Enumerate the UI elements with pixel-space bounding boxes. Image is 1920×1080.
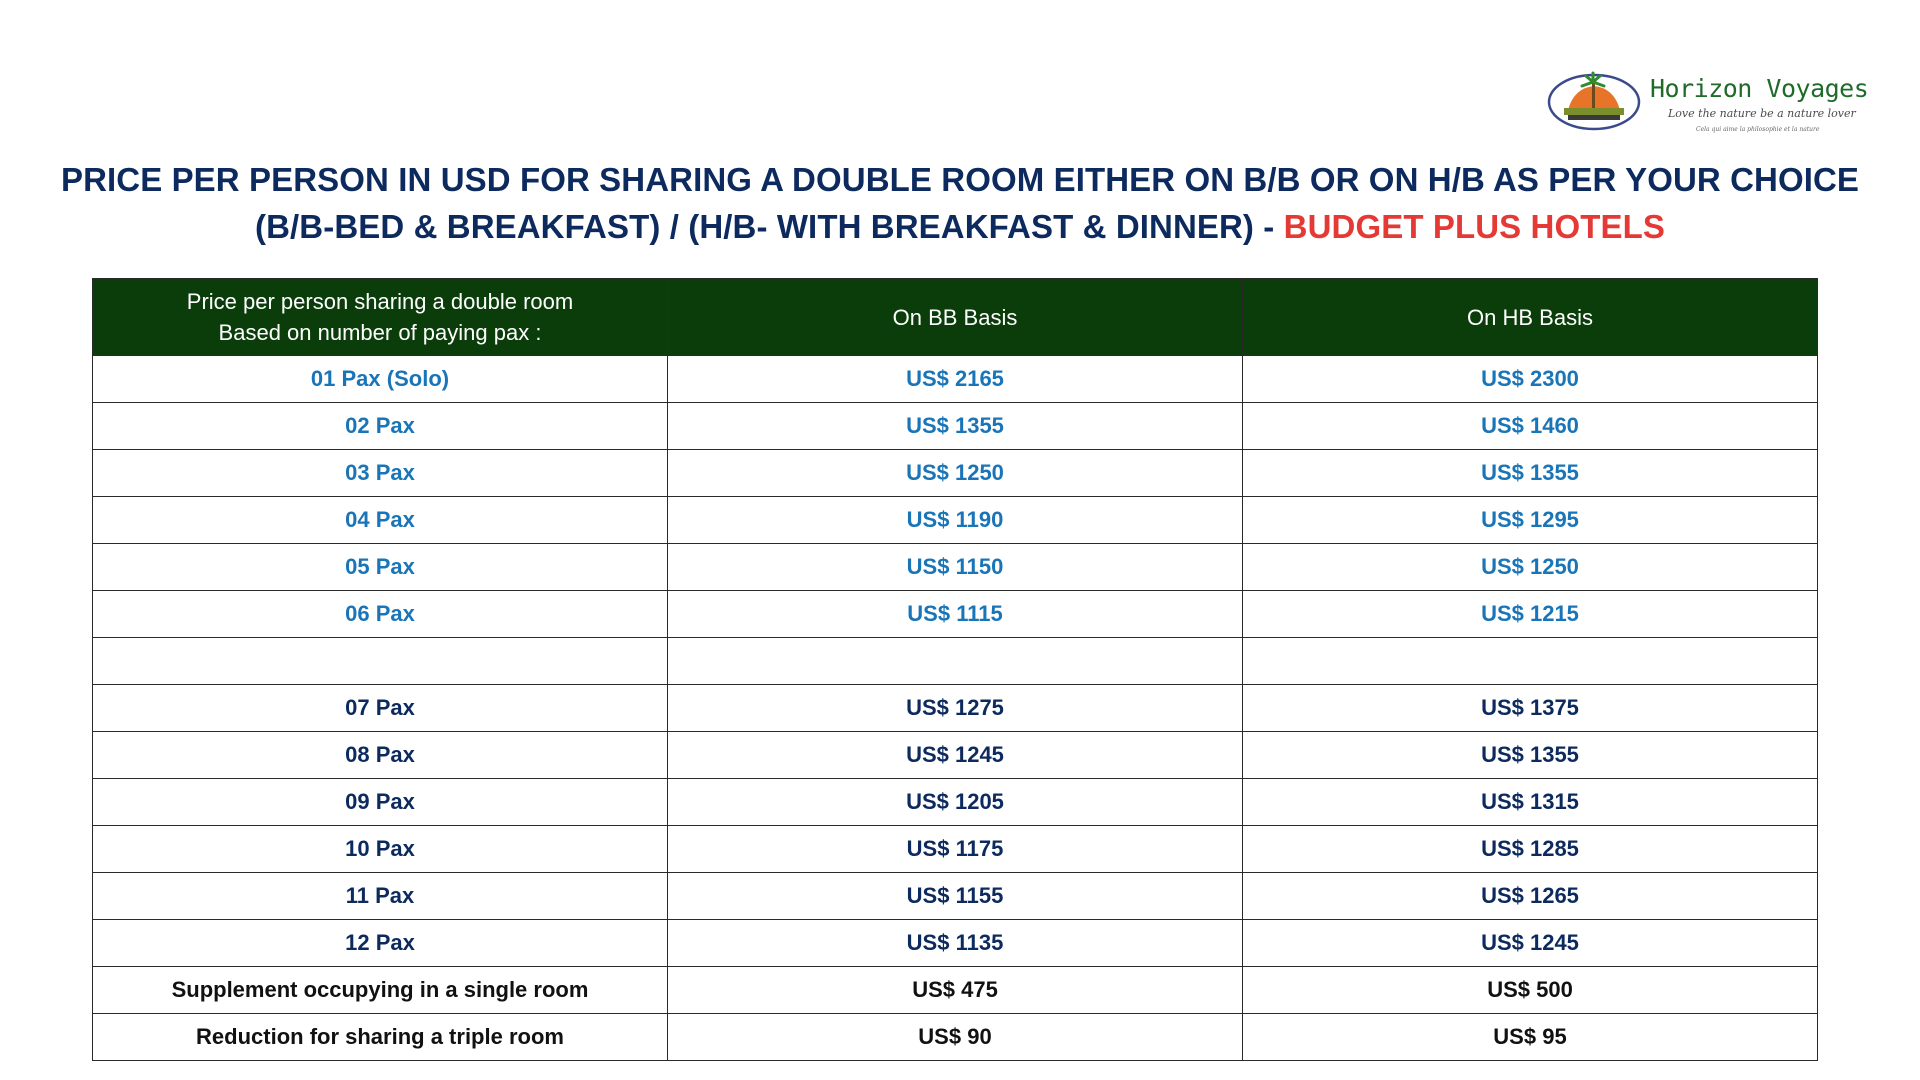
title-line-2-main: (B/B-BED & BREAKFAST) / (H/B- WITH BREAKFAST & DINNER) - bbox=[255, 208, 1284, 245]
price-table bbox=[92, 278, 1818, 1061]
table-row bbox=[93, 920, 1818, 967]
pax-cell: 07 Pax bbox=[93, 685, 668, 732]
header-bb: On BB Basis bbox=[668, 279, 1243, 356]
hb-price-cell: US$ 1355 bbox=[1243, 450, 1818, 497]
pax-cell: 06 Pax bbox=[93, 591, 668, 638]
table-row bbox=[93, 544, 1818, 591]
bb-price-cell: US$ 1275 bbox=[668, 685, 1243, 732]
table-row bbox=[93, 685, 1818, 732]
bb-price-cell: US$ 1150 bbox=[668, 544, 1243, 591]
table-row bbox=[93, 732, 1818, 779]
table-row bbox=[93, 356, 1818, 403]
hb-price-cell: US$ 1355 bbox=[1243, 732, 1818, 779]
hb-price-cell: US$ 500 bbox=[1243, 967, 1818, 1014]
hb-price-cell: US$ 1215 bbox=[1243, 591, 1818, 638]
pax-cell: 11 Pax bbox=[93, 873, 668, 920]
hb-price-cell: US$ 1250 bbox=[1243, 544, 1818, 591]
hb-price-cell: US$ 1245 bbox=[1243, 920, 1818, 967]
table-row bbox=[93, 873, 1818, 920]
extra-label-cell: Supplement occupying in a single room bbox=[93, 967, 668, 1014]
hb-price-cell: US$ 2300 bbox=[1243, 356, 1818, 403]
pax-cell: 08 Pax bbox=[93, 732, 668, 779]
header-hb: On HB Basis bbox=[1243, 279, 1818, 356]
hb-price-cell: US$ 1375 bbox=[1243, 685, 1818, 732]
hb-price-cell: US$ 95 bbox=[1243, 1014, 1818, 1061]
page-title bbox=[0, 156, 1920, 250]
header-pax-line-2: Based on number of paying pax : bbox=[218, 320, 542, 345]
brand-subline: Cela qui aime la philosophie et la nature bbox=[1696, 126, 1820, 133]
brand-tagline: Love the nature be a nature lover bbox=[1668, 107, 1856, 120]
hb-price-cell: US$ 1265 bbox=[1243, 873, 1818, 920]
hb-price-cell: US$ 1285 bbox=[1243, 826, 1818, 873]
palm-sunset-logo-icon bbox=[1546, 64, 1650, 134]
empty-cell bbox=[93, 638, 668, 685]
pax-cell: 05 Pax bbox=[93, 544, 668, 591]
table-spacer-row bbox=[93, 638, 1818, 685]
pax-cell: 10 Pax bbox=[93, 826, 668, 873]
title-line-2 bbox=[0, 203, 1920, 250]
pax-cell: 03 Pax bbox=[93, 450, 668, 497]
pax-cell: 02 Pax bbox=[93, 403, 668, 450]
pax-cell: 12 Pax bbox=[93, 920, 668, 967]
hb-price-cell: US$ 1460 bbox=[1243, 403, 1818, 450]
pax-cell: 09 Pax bbox=[93, 779, 668, 826]
title-line-1: PRICE PER PERSON IN USD FOR SHARING A DOUBLE ROOM EITHER ON B/B OR ON H/B AS PER YOUR CHOICE bbox=[60, 161, 1860, 198]
bb-price-cell: US$ 1245 bbox=[668, 732, 1243, 779]
header-pax bbox=[93, 279, 668, 356]
pax-cell: 04 Pax bbox=[93, 497, 668, 544]
table-row bbox=[93, 450, 1818, 497]
bb-price-cell: US$ 475 bbox=[668, 967, 1243, 1014]
bb-price-cell: US$ 1205 bbox=[668, 779, 1243, 826]
header-pax-line-1: Price per person sharing a double room bbox=[186, 289, 574, 314]
reduction-row bbox=[93, 1014, 1818, 1061]
bb-price-cell: US$ 1115 bbox=[668, 591, 1243, 638]
extra-label-cell: Reduction for sharing a triple room bbox=[93, 1014, 668, 1061]
brand-name: Horizon Voyages bbox=[1650, 74, 1869, 103]
empty-cell bbox=[1243, 638, 1818, 685]
table-header-row bbox=[93, 279, 1818, 356]
bb-price-cell: US$ 2165 bbox=[668, 356, 1243, 403]
hb-price-cell: US$ 1295 bbox=[1243, 497, 1818, 544]
hb-price-cell: US$ 1315 bbox=[1243, 779, 1818, 826]
table-row bbox=[93, 826, 1818, 873]
table-row bbox=[93, 779, 1818, 826]
bb-price-cell: US$ 1355 bbox=[668, 403, 1243, 450]
bb-price-cell: US$ 1175 bbox=[668, 826, 1243, 873]
bb-price-cell: US$ 90 bbox=[668, 1014, 1243, 1061]
pax-cell: 01 Pax (Solo) bbox=[93, 356, 668, 403]
table-row bbox=[93, 591, 1818, 638]
title-accent: BUDGET PLUS HOTELS bbox=[1283, 208, 1665, 245]
bb-price-cell: US$ 1190 bbox=[668, 497, 1243, 544]
bb-price-cell: US$ 1155 bbox=[668, 873, 1243, 920]
bb-price-cell: US$ 1135 bbox=[668, 920, 1243, 967]
brand-logo bbox=[1546, 60, 1869, 140]
supplement-row bbox=[93, 967, 1818, 1014]
empty-cell bbox=[668, 638, 1243, 685]
table-row bbox=[93, 403, 1818, 450]
bb-price-cell: US$ 1250 bbox=[668, 450, 1243, 497]
table-row bbox=[93, 497, 1818, 544]
